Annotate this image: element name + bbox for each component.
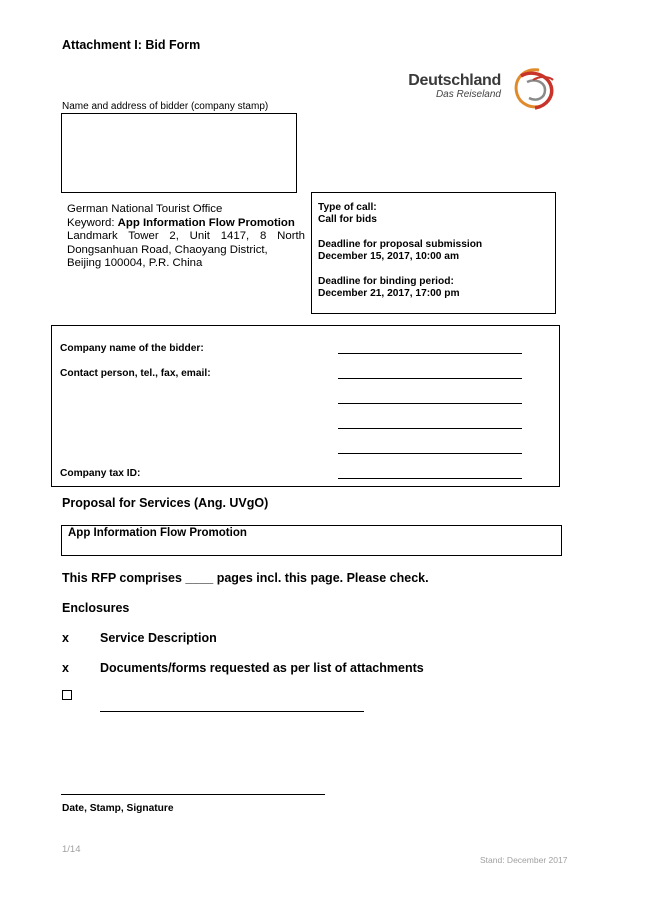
contact-field-1[interactable]	[338, 378, 522, 379]
contact-field-2[interactable]	[338, 403, 522, 404]
deadline-value: December 15, 2017, 10:00 am	[318, 251, 460, 263]
page-number: 1/14	[62, 844, 81, 855]
enclosure-mark-2: x	[62, 661, 69, 675]
bidder-stamp-box[interactable]	[61, 113, 297, 193]
call-type-value: Call for bids	[318, 214, 377, 226]
deutschland-logo	[405, 66, 560, 114]
address-line-city: Beijing 100004, P.R. China	[67, 257, 203, 270]
contact-field-3[interactable]	[338, 428, 522, 429]
deadline-label: Deadline for proposal submission	[318, 238, 483, 250]
enclosure-mark-1: x	[62, 631, 69, 645]
service-box	[61, 525, 562, 556]
company-name-field[interactable]	[338, 353, 522, 354]
enclosure-item-2: Documents/forms requested as per list of attachments	[100, 661, 424, 675]
company-info-box	[51, 325, 560, 487]
signature-field[interactable]	[61, 794, 325, 795]
call-info-box	[311, 192, 556, 314]
enclosures-title: Enclosures	[62, 601, 130, 615]
company-name-label: Company name of the bidder:	[60, 343, 204, 354]
stand-date: Stand: December 2017	[480, 855, 568, 865]
contact-label: Contact person, tel., fax, email:	[60, 368, 211, 379]
tax-id-field[interactable]	[338, 478, 522, 479]
address-line-street: Landmark Tower 2, Unit 1417, 8 North Dongsanhuan Road, Chaoyang District,	[67, 230, 305, 256]
swirl-logo-icon	[509, 66, 557, 112]
page-title: Attachment I: Bid Form	[62, 38, 201, 52]
binding-period-value: December 21, 2017, 17:00 pm	[318, 288, 460, 300]
service-name: App Information Flow Promotion	[68, 527, 247, 539]
call-type-label: Type of call:	[318, 202, 377, 213]
logo-sub-text: Das Reiseland	[435, 89, 501, 100]
enclosure-other-field[interactable]	[100, 711, 364, 712]
signature-label: Date, Stamp, Signature	[62, 803, 174, 814]
rfp-pages-text: This RFP comprises ____ pages incl. this page. Please check.	[62, 571, 429, 585]
recipient-address	[67, 203, 305, 271]
bidder-stamp-label: Name and address of bidder (company stamp)	[62, 101, 269, 112]
keyword-label: Keyword:	[67, 216, 118, 229]
proposal-title: Proposal for Services (Ang. UVgO)	[62, 496, 269, 510]
contact-field-4[interactable]	[338, 453, 522, 454]
address-keyword	[67, 217, 305, 231]
binding-period-label: Deadline for binding period:	[318, 275, 454, 287]
tax-id-label: Company tax ID:	[60, 468, 141, 479]
enclosure-item-1: Service Description	[100, 631, 217, 645]
address-line-office: German National Tourist Office	[67, 203, 223, 215]
logo-main-text: Deutschland	[408, 72, 501, 89]
keyword-value: App Information Flow Promotion	[117, 216, 295, 229]
enclosure-checkbox[interactable]	[62, 690, 72, 700]
logo-text	[405, 72, 501, 100]
